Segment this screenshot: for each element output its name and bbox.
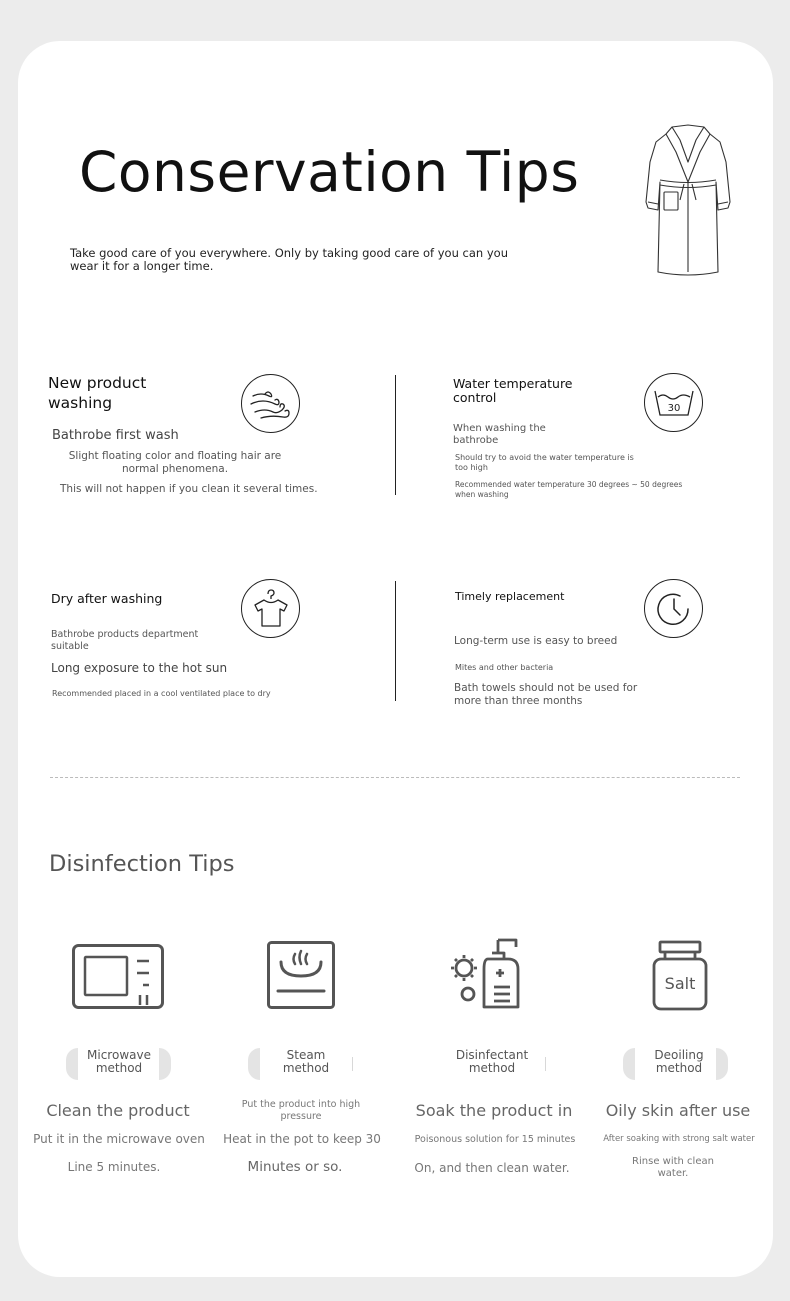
page-subtitle: Take good care of you everywhere. Only by taking good care of you can you wear it for a longer time. — [70, 246, 508, 273]
new-wash-heading: Bathrobe first wash — [52, 428, 179, 443]
microwave-line2: Put it in the microwave oven — [33, 1132, 205, 1146]
disinfectant-line1: Soak the product in — [415, 1101, 573, 1120]
divider-row2 — [395, 581, 396, 701]
microwave-pill-left — [66, 1048, 78, 1080]
dry-line2: Recommended placed in a cool ventilated place to dry — [52, 689, 271, 698]
disinfectant-pill-right — [545, 1057, 546, 1071]
wash-temp-badge: 30 — [667, 402, 680, 414]
dry-line1: Bathrobe products department suitable — [51, 629, 199, 652]
replace-title: Timely replacement — [455, 590, 565, 603]
clock-icon — [654, 589, 694, 629]
salt-label: Salt — [664, 974, 696, 993]
divider-row1 — [395, 375, 396, 495]
deoiling-line3: Rinse with clean water. — [632, 1156, 714, 1179]
disinfectant-line2: Poisonous solution for 15 minutes — [414, 1134, 576, 1145]
page-title: Conservation Tips — [79, 140, 580, 204]
dry-icon-circle — [241, 579, 300, 638]
new-wash-line2: This will not happen if you clean it several times. — [60, 483, 318, 495]
replace-line2: Mites and other bacteria — [455, 663, 554, 672]
deoiling-line1: Oily skin after use — [605, 1101, 751, 1120]
replace-line1: Long-term use is easy to breed — [454, 635, 618, 647]
steam-pill-left — [248, 1048, 260, 1080]
salt-jar-icon — [651, 940, 709, 1012]
steam-line2: Heat in the pot to keep 30 — [223, 1132, 381, 1146]
disinfectant-bottle-icon — [448, 937, 524, 1011]
dry-title: Dry after washing — [51, 591, 163, 606]
deoiling-line2: After soaking with strong salt water — [603, 1134, 755, 1144]
deoiling-pill-left — [623, 1048, 635, 1080]
microwave-line3: Line 5 minutes. — [67, 1160, 161, 1174]
steam-pill-right — [352, 1057, 353, 1071]
replace-icon-circle — [644, 579, 703, 638]
bathrobe-icon — [640, 122, 736, 280]
water-temp-heading: When washing the bathrobe — [453, 423, 546, 446]
disinfection-title: Disinfection Tips — [49, 851, 235, 877]
deoiling-label: Deoiling method — [654, 1048, 704, 1075]
section-divider — [50, 777, 740, 778]
wind-swirl-icon — [249, 388, 293, 420]
new-wash-line1: Slight floating color and floating hair are normal phenomena. — [68, 450, 282, 475]
wash-30-icon — [652, 388, 696, 418]
water-temp-line2: Recommended water temperature 30 degrees ~ 50 degrees when washing — [455, 480, 683, 499]
shirt-hanger-icon — [251, 589, 291, 629]
water-temp-title: Water temperature control — [453, 376, 573, 405]
disinfectant-label: Disinfectant method — [455, 1048, 529, 1075]
microwave-line1: Clean the product — [46, 1101, 190, 1120]
replace-line3: Bath towels should not be used for more than three months — [454, 682, 638, 707]
steam-line3: Minutes or so. — [247, 1159, 343, 1175]
steam-label: Steam method — [282, 1048, 330, 1075]
disinfectant-line3: On, and then clean water. — [414, 1161, 570, 1175]
new-wash-icon-circle — [241, 374, 300, 433]
new-wash-title: New product washing — [48, 374, 147, 412]
steam-pot-icon — [266, 940, 336, 1010]
microwave-icon — [71, 943, 165, 1011]
microwave-label: Microwave method — [87, 1048, 151, 1075]
steam-line1: Put the product into high pressure — [241, 1099, 361, 1122]
water-temp-line1: Should try to avoid the water temperature is too high — [455, 453, 634, 472]
dry-heading: Long exposure to the hot sun — [51, 661, 228, 675]
water-temp-icon-circle — [644, 373, 703, 432]
